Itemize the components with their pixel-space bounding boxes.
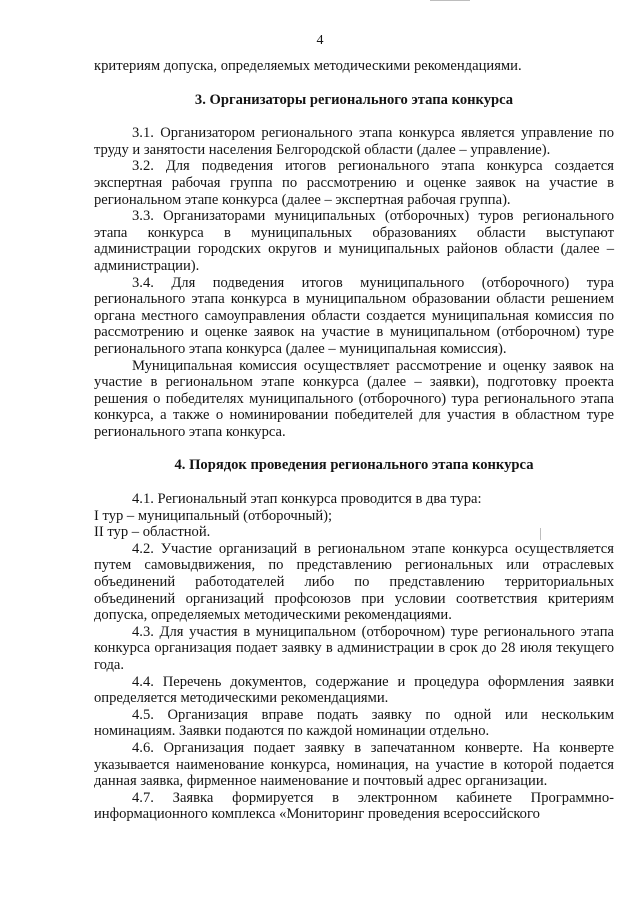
paragraph-4-3: 4.3. Для участия в муниципальном (отборочном) туре регионального этапа конкурса организация подает заявку в администрации в срок до 28 июля текущего года. [94, 623, 614, 673]
section-4-heading: 4. Порядок проведения регионального этапа конкурса [174, 457, 534, 474]
paragraph-4-7: 4.7. Заявка формируется в электронном кабинете Программно-информационного комплекса «Мониторинг проведения всероссийского [94, 789, 614, 823]
paragraph-4-1: 4.1. Региональный этап конкурса проводится в два тура: [132, 491, 482, 508]
paragraph-3-1: 3.1. Организатором регионального этапа конкурса является управление по труду и занятости населения Белгородской области (далее – управление). [94, 125, 614, 158]
document-body [94, 58, 614, 823]
paragraph-3-2: 3.2. Для подведения итогов регионального этапа конкурса создается экспертная рабочая группа по рассмотрению и оценке заявок на участие в региональном этапе конкурса (далее – экспертная рабочая группа). [94, 158, 614, 208]
tour-1-line: I тур – муниципальный (отборочный); [94, 507, 333, 524]
scan-artifact-right [540, 528, 541, 540]
paragraph-3-3: 3.3. Организаторами муниципальных (отборочных) туров регионального этапа конкурса в муниципальных образованиях области выступают администрации городских округов и муниципальных районов области (далее – администрации). [94, 208, 614, 274]
paragraph-4-6: 4.6. Организация подает заявку в запечатанном конверте. На конверте указывается наименование конкурса, номинация, на участие в которой подается данная заявка, фирменное наименование и почтовый адрес организации. [94, 739, 614, 790]
paragraph-commission: Муниципальная комиссия осуществляет рассмотрение и оценку заявок на участие в региональном этапе конкурса (далее – заявки), подготовку проекта решения о победителях муниципального (отборочного) тура регионального этапа конкурса, а также о номинировании победителей для участия в областном туре регионального этапа конкурса. [94, 357, 614, 440]
paragraph-4-5: 4.5. Организация вправе подать заявку по одной или нескольким номинациям. Заявки подаются по каждой номинации отдельно. [94, 706, 614, 740]
paragraph-3-4: 3.4. Для подведения итогов муниципального (отборочного) тура регионального этапа конкурса в муниципальном образовании области решением органа местного самоуправления области создается муниципальная комиссия по рассмотрению и оценке заявок на участие в муниципальном (отборочном) туре регионального этапа конкурса (далее – муниципальная комиссия). [94, 274, 614, 357]
intro-line: критериям допуска, определяемых методическими рекомендациями. [94, 58, 522, 74]
paragraph-4-4: 4.4. Перечень документов, содержание и процедура оформления заявки определяется методическими рекомендациями. [94, 673, 614, 707]
section-3-heading: 3. Организаторы регионального этапа конкурса [194, 91, 514, 108]
paragraph-4-2: 4.2. Участие организаций в региональном этапе конкурса осуществляется путем самовыдвижения, по представлению региональных или отраслевых объединений работодателей либо по представлению территориальных объединений организаций профсоюзов при условии соответствия критериям допуска, определяемых методическими рекомендациями. [94, 540, 614, 624]
tour-2-line: II тур – областной. [94, 524, 211, 541]
scan-artifact-top [430, 0, 470, 1]
page-number: 4 [316, 33, 324, 48]
